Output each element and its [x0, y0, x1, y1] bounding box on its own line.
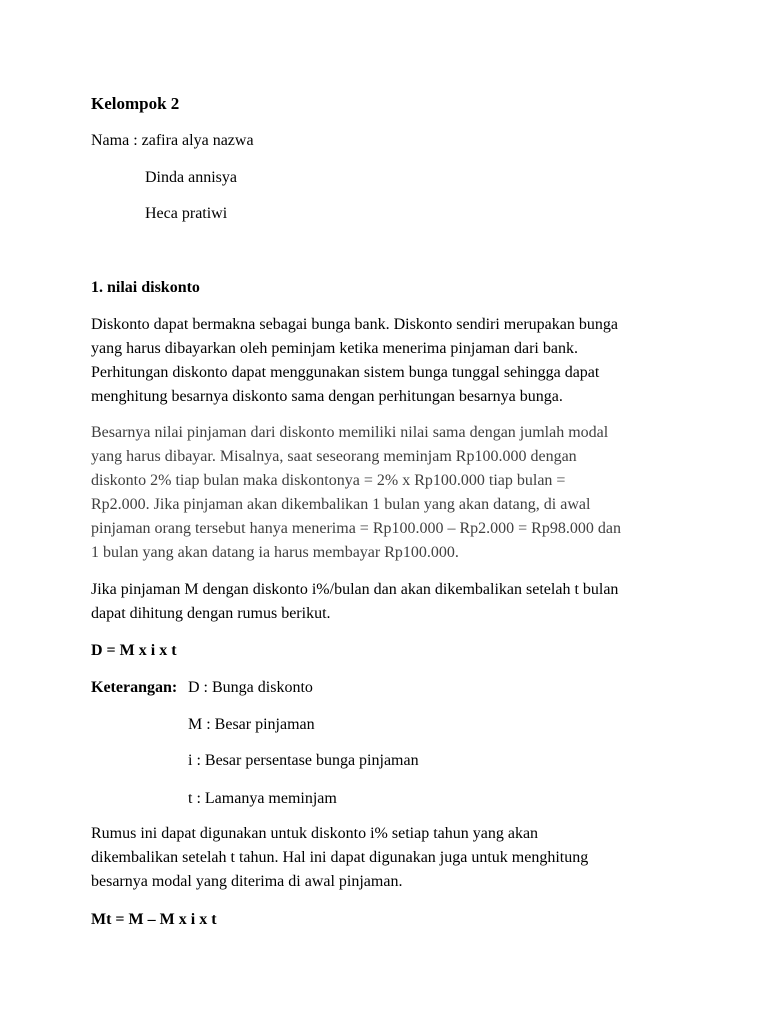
paragraph-line: menghitung besarnya diskonto sama dengan perhitungan besarnya bunga.: [91, 388, 563, 405]
keterangan-item: i : Besar persentase bunga pinjaman: [188, 752, 419, 769]
keterangan-item: M : Besar pinjaman: [188, 716, 315, 733]
paragraph-line: Rp2.000. Jika pinjaman akan dikembalikan 1 bulan yang akan datang, di awal: [91, 496, 591, 513]
paragraph-line: yang harus dibayarkan oleh peminjam ketika menerima pinjaman dari bank.: [91, 340, 578, 357]
keterangan-item: t : Lamanya meminjam: [188, 790, 337, 807]
members-line: Nama : zafira alya nazwa: [91, 132, 254, 149]
paragraph-line: yang harus dibayar. Misalnya, saat seseorang meminjam Rp100.000 dengan: [91, 448, 577, 465]
member-name: Heca pratiwi: [145, 205, 228, 222]
paragraph-definition: [91, 313, 681, 409]
paragraph-line: Rumus ini dapat digunakan untuk diskonto i% setiap tahun yang akan: [91, 825, 539, 842]
paragraph-line: Jika pinjaman M dengan diskonto i%/bulan dan akan dikembalikan setelah t bulan: [91, 581, 619, 598]
paragraph-line: besarnya modal yang diterima di awal pinjaman.: [91, 873, 403, 890]
formula-modal: Mt = M – M x i x t: [91, 911, 217, 928]
paragraph-annual: [91, 822, 681, 894]
member-name: Dinda annisya: [145, 169, 237, 186]
keterangan-label: Keterangan:: [91, 679, 178, 696]
paragraph-line: pinjaman orang tersebut hanya menerima = Rp100.000 – Rp2.000 = Rp98.000 dan: [91, 520, 621, 537]
section-heading: 1. nilai diskonto: [91, 279, 200, 296]
paragraph-formula-intro: [91, 578, 681, 626]
paragraph-line: Besarnya nilai pinjaman dari diskonto memiliki nilai sama dengan jumlah modal: [91, 424, 609, 441]
paragraph-line: 1 bulan yang akan datang ia harus membayar Rp100.000.: [91, 544, 459, 561]
group-title: Kelompok 2: [91, 94, 180, 113]
keterangan-item: D : Bunga diskonto: [188, 679, 313, 696]
paragraph-line: Diskonto dapat bermakna sebagai bunga bank. Diskonto sendiri merupakan bunga: [91, 316, 618, 333]
paragraph-example: [91, 421, 681, 565]
paragraph-line: Perhitungan diskonto dapat menggunakan sistem bunga tunggal sehingga dapat: [91, 364, 600, 381]
paragraph-line: dikembalikan setelah t tahun. Hal ini dapat digunakan juga untuk menghitung: [91, 849, 589, 866]
formula-discount: D = M x i x t: [91, 642, 177, 659]
paragraph-line: dapat dihitung dengan rumus berikut.: [91, 605, 331, 622]
paragraph-line: diskonto 2% tiap bulan maka diskontonya = 2% x Rp100.000 tiap bulan =: [91, 472, 566, 489]
